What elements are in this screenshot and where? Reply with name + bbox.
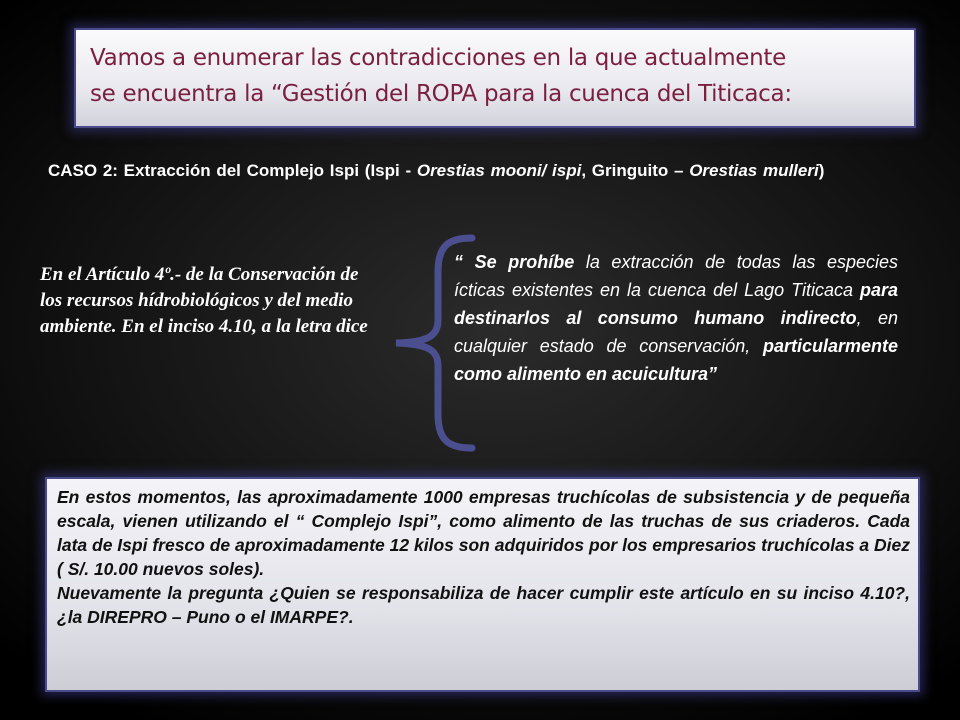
bottom-box — [45, 477, 920, 692]
articulo-text: En el Artículo 4º.- de la Conservación de los recursos hídrobiológicos y del medio ambiente. En el inciso 4.10, a la letra dice — [40, 264, 368, 337]
title-box — [74, 28, 916, 128]
quote-bold-2: particularmente como alimento en acuicultura” — [454, 336, 898, 384]
caso-prefix: CASO 2: Extracción del Complejo Ispi (Ispi - — [48, 161, 417, 180]
caso-species-2: Orestias mulleri — [689, 161, 819, 180]
quote-part-2: , en cualquier estado de conservación, — [454, 308, 898, 356]
quote-bold-1: para destinarlos al consumo humano indirecto — [454, 280, 898, 328]
quote-open: “ Se prohíbe — [454, 252, 575, 272]
caso-suffix: ) — [818, 161, 825, 180]
bottom-paragraph-1: En estos momentos, las aproximadamente 1000 empresas truchícolas de subsistencia y de pequeña escala, vienen utilizando el “ Complejo Ispi”, como alimento de las truchas de sus criaderos. Cada lata de Ispi fresco de aproximadamente 12 kilos son adquiridos por los empresarios truchícolas a Diez ( S/. 10.00 nuevos soles). — [57, 487, 910, 579]
caso-species-1: Orestias mooni/ ispi — [416, 161, 582, 180]
caso-mid: , Gringuito – — [581, 161, 690, 180]
quote-part-1: la extracción de todas las especies ícticas existentes en la cuenca del Lago Titicaca — [454, 252, 898, 300]
title-line-2: se encuentra la “Gestión del ROPA para la cuenca del Titicaca: — [90, 81, 792, 107]
title-line-1: Vamos a enumerar las contradicciones en la que actualmente — [90, 45, 786, 71]
bottom-paragraph-2: Nuevamente la pregunta ¿Quien se responsabiliza de hacer cumplir este artículo en su inciso 4.10?, ¿la DIREPRO – Puno o el IMARPE?. — [57, 583, 910, 627]
article-quote — [454, 248, 898, 388]
caso-heading — [48, 158, 890, 183]
